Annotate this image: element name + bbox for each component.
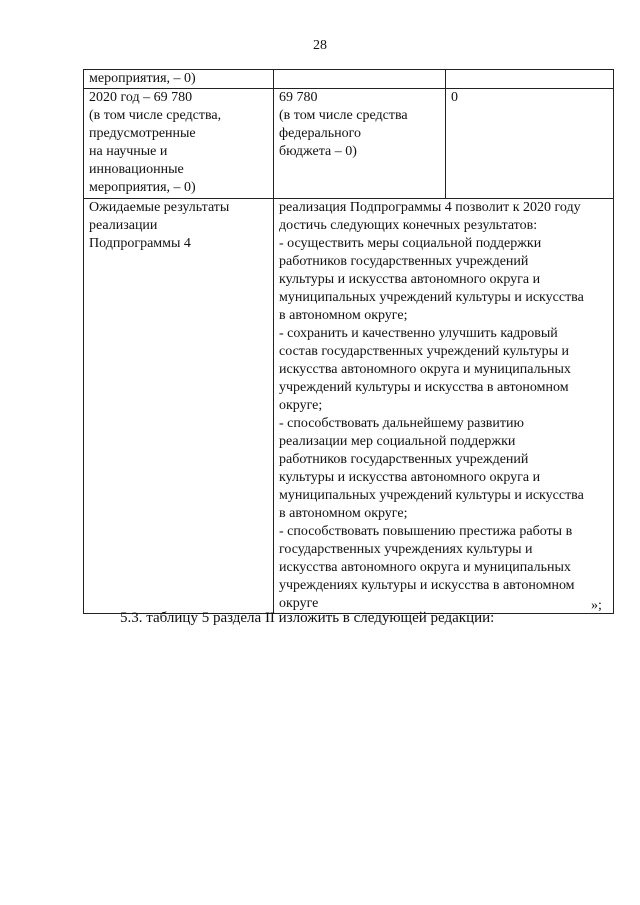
results-line: в автономном округе; <box>279 506 408 521</box>
results-line: муниципальных учреждений культуры и искусства <box>279 488 584 503</box>
subprogram-table <box>83 69 614 614</box>
results-line: - сохранить и качественно улучшить кадровый <box>279 326 558 341</box>
cell-line: федерального <box>279 126 362 141</box>
results-line: реализации мер социальной поддержки <box>279 434 516 449</box>
results-line: искусства автономного округа и муниципальных <box>279 560 571 575</box>
table-row <box>84 70 614 89</box>
table-cell: мероприятия, – 0) <box>84 70 274 89</box>
table-cell <box>446 70 614 89</box>
table-cell <box>274 70 446 89</box>
cell-line: реализации <box>89 218 158 233</box>
cell-line: Ожидаемые результаты <box>89 200 230 215</box>
results-line: достичь следующих конечных результатов: <box>279 218 538 233</box>
cell-line: инновационные <box>89 162 184 177</box>
cell-line: 69 780 <box>279 90 318 105</box>
results-line: культуры и искусства автономного округа и <box>279 470 541 485</box>
results-line: работников государственных учреждений <box>279 452 529 467</box>
results-line: работников государственных учреждений <box>279 254 529 269</box>
results-line: в автономном округе; <box>279 308 408 323</box>
cell-line: (в том числе средства <box>279 108 408 123</box>
cell-line: (в том числе средства, <box>89 108 222 123</box>
cell-line: мероприятия, – 0) <box>89 180 196 195</box>
expected-results-label <box>84 199 274 614</box>
results-line: искусства автономного округа и муниципальных <box>279 362 571 377</box>
results-line: реализация Подпрограммы 4 позволит к 2020 году <box>279 200 581 215</box>
results-line: - способствовать дальнейшему развитию <box>279 416 524 431</box>
results-line: округе <box>279 596 319 611</box>
table-cell-third-2020: 0 <box>446 89 614 199</box>
results-line: - способствовать повышению престижа работы в <box>279 524 573 539</box>
results-line: учреждений культуры и искусства в автономном <box>279 380 569 395</box>
cell-line: Подпрограммы 4 <box>89 236 191 251</box>
table-cell-total-2020 <box>84 89 274 199</box>
amendment-paragraph: 5.3. таблицу 5 раздела II изложить в следующей редакции: <box>120 610 495 626</box>
table-cell-federal-2020 <box>274 89 446 199</box>
table-row <box>84 89 614 199</box>
closing-quote-mark: »; <box>591 598 602 613</box>
results-line: - осуществить меры социальной поддержки <box>279 236 542 251</box>
page-number: 28 <box>313 38 327 53</box>
cell-line: 2020 год – 69 780 <box>89 90 193 105</box>
cell-line: предусмотренные <box>89 126 196 141</box>
results-line: округе; <box>279 398 323 413</box>
table-row <box>84 199 614 614</box>
results-line: государственных учреждениях культуры и <box>279 542 533 557</box>
cell-line: бюджета – 0) <box>279 144 357 159</box>
results-line: муниципальных учреждений культуры и искусства <box>279 290 584 305</box>
results-line: состав государственных учреждений культуры и <box>279 344 569 359</box>
expected-results-content <box>274 199 614 614</box>
results-line: культуры и искусства автономного округа и <box>279 272 541 287</box>
cell-line: на научные и <box>89 144 168 159</box>
results-line: учреждениях культуры и искусства в автономном <box>279 578 575 593</box>
